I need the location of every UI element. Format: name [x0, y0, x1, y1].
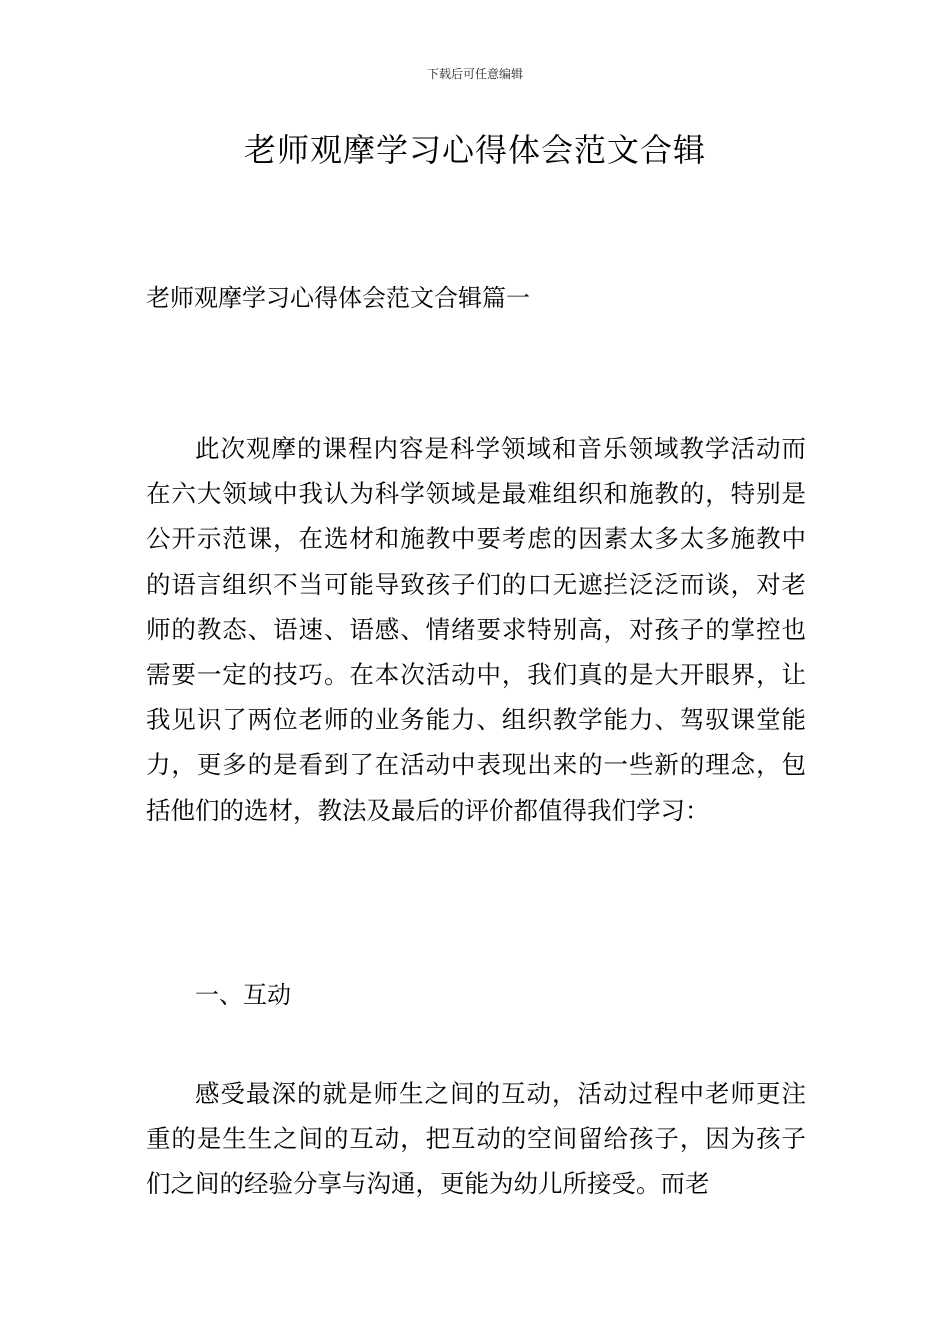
- document-title: 老师观摩学习心得体会范文合辑: [243, 131, 706, 169]
- section-title: 老师观摩学习心得体会范文合辑篇一: [146, 284, 530, 312]
- header-note: 下载后可任意编辑: [426, 67, 523, 81]
- body-paragraph: 此次观摩的课程内容是科学领域和音乐领域教学活动而在六大领域中我认为科学领域是最难组织和施教的，特别是公开示范课，在选材和施教中要考虑的因素太多太多施教中的语言组织不当可能导致孩子们的口无遮拦泛泛而谈，对老师的教态、语速、语感、情绪要求特别高，对孩子的掌控也需要一定的技巧。在本次活动中，我们真的是大开眼界，让我见识了两位老师的业务能力、组织教学能力、驾驭课堂能力，更多的是看到了在活动中表现出来的一些新的理念，包括他们的选材，教法及最后的评价都值得我们学习：: [146, 434, 806, 825]
- sub-heading: 一、互动: [195, 981, 291, 1009]
- body-paragraph: 感受最深的就是师生之间的互动，活动过程中老师更注重的是生生之间的互动，把互动的空间留给孩子，因为孩子们之间的经验分享与沟通，更能为幼儿所接受。而老: [146, 1079, 806, 1199]
